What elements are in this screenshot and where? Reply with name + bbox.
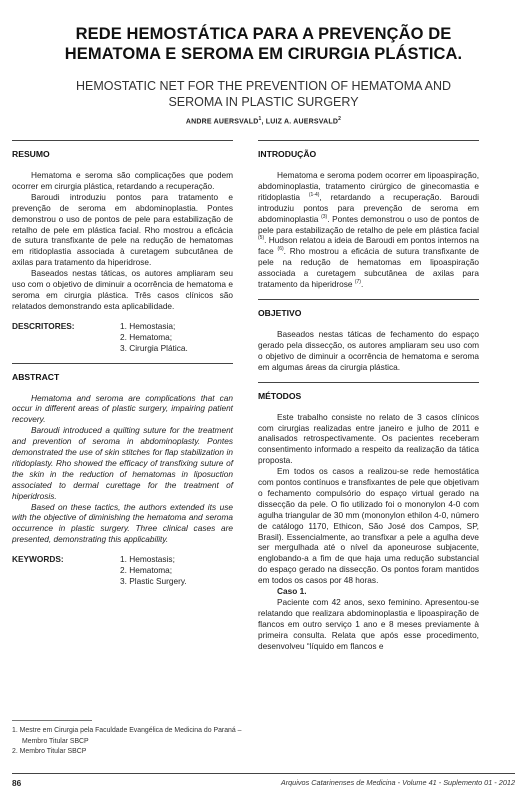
reference-mark: (5) xyxy=(258,235,265,242)
footnote-1: 1. Mestre em Cirurgia pela Faculdade Evangélica de Medicina do Paraná – Membro Titular SBCP xyxy=(12,727,242,745)
abstract-paragraph: Hematoma and seroma are complications that can occur in different areas of plastic surgery, impairing patient recovery. xyxy=(12,392,233,425)
section-rule xyxy=(258,299,479,300)
footnote-2: 2. Membro Titular SBCP xyxy=(12,748,87,755)
list-item: 1. Hemostasis; xyxy=(120,554,175,565)
section-rule xyxy=(12,363,233,364)
resumo-heading: RESUMO xyxy=(12,149,50,159)
abstract-heading: ABSTRACT xyxy=(12,371,60,382)
resumo-paragraph: Baroudi introduziu pontos para tratamento e prevenção de seroma em abdominoplastia. Pontes demonstrou o uso de pontos de pele para estabilização de retalho de pele em plástica facial. Rho mostrou a eficácia de sutura transfixante de pele na redução de hematomas em ritidoplastia associada à curetagem subcutânea de axilas para tratamento da hiperidrose. xyxy=(12,191,233,268)
keywords-list xyxy=(120,554,187,587)
article-subtitle xyxy=(0,78,527,110)
journal-citation: Arquivos Catarinenses de Medicina - Volume 41 - Suplemento 01 - 2012 xyxy=(280,778,515,787)
author-1: ANDRE AUERSVALD xyxy=(185,118,259,126)
title-line-2: HEMATOMA E SEROMA EM CIRURGIA PLÁSTICA. xyxy=(64,45,463,63)
case-1-paragraph: Paciente com 42 anos, sexo feminino. Apresentou-se relatando que realizara abdominoplastia e lipoaspiração de flancos em outro serviço 1 ano e 8 meses previamente à primeira consulta. Relata que após esse procedimento, desenvolveu “líquido em flancos e xyxy=(258,597,479,651)
keywords-label: KEYWORDS: xyxy=(12,554,64,565)
list-item: 3. Plastic Surgery. xyxy=(120,576,187,586)
resumo-paragraph: Baseados nestas táticas, os autores ampliaram seu uso com o objetivo de diminuir a ocorrência de hematoma e seroma em cirurgia plástica. Três casos clínicos são relatados demonstrando esta aplicabilidade. xyxy=(12,268,233,311)
reference-mark: (1-4) xyxy=(308,192,320,199)
footnotes xyxy=(12,726,242,758)
metodos-paragraph: Este trabalho consiste no relato de 3 casos clínicos com cirurgias realizadas entre janeiro e julho de 2011 e analisados retrospectivamente. Os pacientes receberam consentimento informado a respeito da realização da tática proposta. xyxy=(258,411,479,466)
authors: ANDRE AUERSVALD$^1$, LUIZ A. AUERSVALD$^2$ xyxy=(185,116,342,126)
descritores-list xyxy=(120,321,188,354)
author-2: LUIZ A. AUERSVALD xyxy=(265,118,339,126)
subtitle-line-2: SEROMA IN PLASTIC SURGERY xyxy=(168,95,359,109)
footnote-rule xyxy=(12,720,92,721)
abstract-paragraph: Based on these tactics, the authors extended its use with the objective of diminishing the hematoma and seroma occurrence in plastic surgery. Three clinical cases are presented, demonstrating this applicability. xyxy=(12,501,233,545)
descritores-label: DESCRITORES: xyxy=(12,320,75,331)
title-line-1: REDE HEMOSTÁTICA PARA A PREVENÇÃO DE xyxy=(75,25,452,43)
subtitle-line-1: HEMOSTATIC NET FOR THE PREVENTION OF HEMATOMA AND xyxy=(75,79,452,93)
introducao-heading: INTRODUÇÃO xyxy=(258,149,317,159)
section-rule xyxy=(12,140,233,141)
reference-mark: (6) xyxy=(277,246,284,253)
section-rule xyxy=(258,140,479,141)
introducao-paragraph: Hematoma e seroma podem ocorrer em lipoaspiração, abdominoplastia, tratamento cirúrgico de ginecomastia e ritidoplastia $^{(1-4)}$, retardando a recuperação. Baroudi introduziu pontos para prevenção de seroma em abdominoplastia $^{(3)}$. Pontes demonstrou o uso de pontos de pele para estabilização de retalho de pele em plástica facial $^{(5)}$. Hudson relatou a ideia de Baroudi em pontos internos na face $^{(6)}$. Rho mostrou a eficácia de sutura transfixante de pele na redução de hematomas em lipoaspiração associada a curetagem subcutânea de axilas para tratamento da hiperidrose $^{(7)}$. xyxy=(258,170,479,290)
list-item: 3. Cirurgia Plática. xyxy=(120,342,188,353)
descritores xyxy=(12,321,233,354)
right-column xyxy=(258,140,479,652)
resumo-paragraph: Hematoma e seroma são complicações que podem ocorrer em cirurgia plástica, retardando a recuperação. xyxy=(12,170,233,191)
objetivo-paragraph: Baseados nestas táticas de fechamento do espaço gerado pela dissecção, os autores ampliaram seu uso com o objetivo de diminuir a ocorrência de hematoma e seroma em algumas áreas da cirurgia plástica. xyxy=(258,328,479,372)
author-2-mark: 2 xyxy=(338,116,342,122)
left-column xyxy=(12,140,233,587)
list-item: 1. Hemostasia; xyxy=(120,320,176,331)
case-1-heading: Caso 1. xyxy=(277,586,307,597)
reference-mark: (7) xyxy=(354,279,361,286)
article-title xyxy=(0,24,527,64)
page-number: 86 xyxy=(12,778,22,788)
list-item: 2. Hematoma; xyxy=(120,331,173,342)
keywords xyxy=(12,554,233,587)
metodos-paragraph: Em todos os casos a realizou-se rede hemostática com pontos contínuos e transfixantes de pele que objetivam o fechamento compulsório do espaço virtual gerado na dissecção da pele. O fio utilizado foi o mononylon 4-0 com agulha triangular de 30 mm (mononylon ethilon 4-0, número de catálogo 1170, Ethicon, São José dos Campos, SP, Brasil). Essencialmente, ao transfixar a pele a agulha deve ser mergulhada até o nível da aponeurose subjacente, englobando-a a fim de que haja uma redução substancial do espaço gerado na dissecção. Os pontos foram mantidos em todos os casos por 48 horas. xyxy=(258,466,479,586)
metodos-heading: MÉTODOS xyxy=(258,390,302,401)
objetivo-heading: OBJETIVO xyxy=(258,307,302,318)
footer-rule xyxy=(12,773,515,774)
section-rule xyxy=(258,382,479,383)
abstract-paragraph: Baroudi introduced a quilting suture for the treatment and prevention of seroma in abdominoplasty. Pontes demonstrated the use of skin stitches for flap stabilization in ritidoplasty. Rho showed the efficacy of transfixing suture of the skin in the reduction of hematomas in liposuction associated to dermal curettage for the treatment of hiperidrosis. xyxy=(12,425,233,501)
list-item: 2. Hematoma; xyxy=(120,565,173,576)
author-1-mark: 1 xyxy=(258,116,262,122)
reference-mark: (3) xyxy=(321,213,328,220)
